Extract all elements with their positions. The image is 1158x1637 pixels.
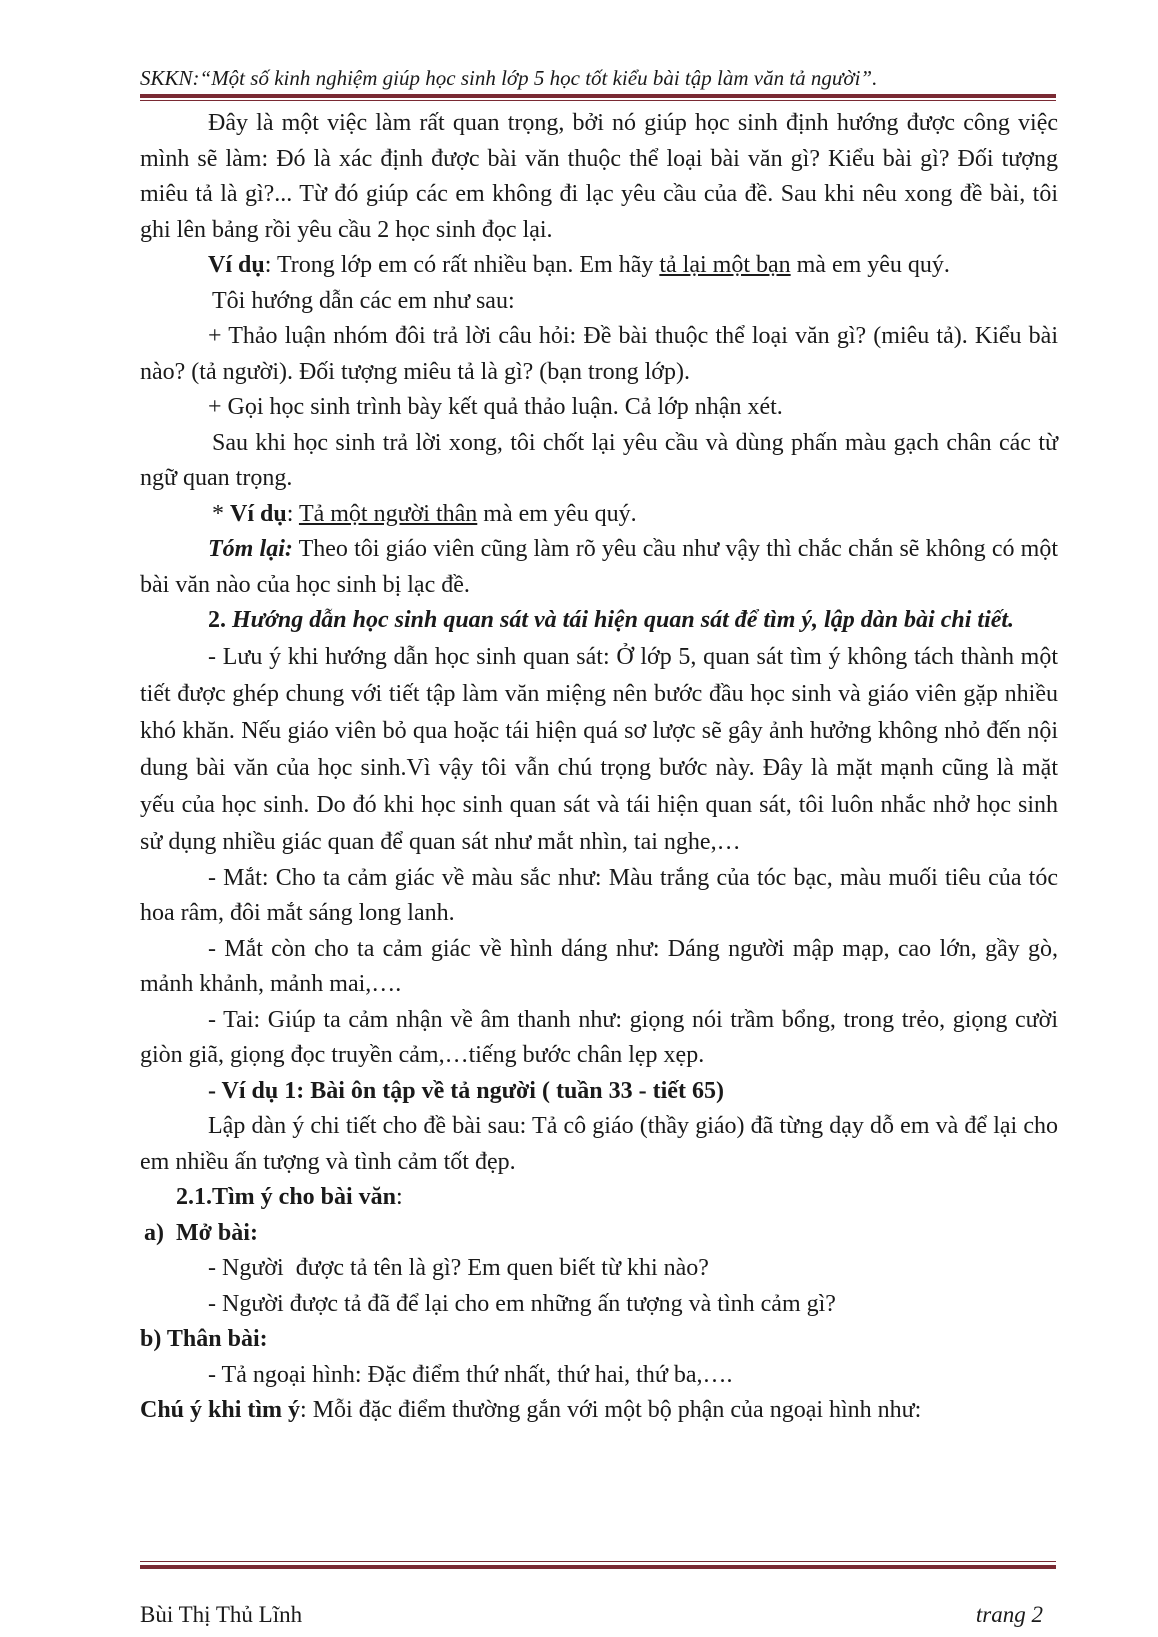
part-b-heading: b) Thân bài:: [140, 1326, 268, 1352]
list-item: - Tả ngoại hình: Đặc điểm thứ nhất, thứ hai, thứ ba,….: [208, 1361, 733, 1388]
section-heading: [140, 603, 1058, 639]
paragraph: - Tai: Giúp ta cảm nhận về âm thanh như: giọng nói trầm bổng, trong trẻo, giọng cười giòn giã, giọng đọc truyền cảm,…tiếng bước chân lẹp xẹp.: [140, 1006, 1058, 1068]
paragraph: Lập dàn ý chi tiết cho đề bài sau: Tả cô giáo (thầy giáo) đã từng dạy dỗ em và để lại cho em nhiều ấn tượng và tình cảm tốt đẹp.: [140, 1113, 1058, 1175]
footer-author: Bùi Thị Thủ Lĩnh: [140, 1602, 303, 1627]
note-text: : Mỗi đặc điểm thường gắn với một bộ phận của ngoại hình như:: [300, 1397, 922, 1423]
paragraph: Tôi hướng dẫn các em như sau:: [212, 287, 515, 314]
section-number: 2.: [208, 607, 226, 633]
footer-rule-thin: [140, 1561, 1056, 1562]
example-1: [140, 248, 1058, 284]
colon: :: [286, 500, 299, 527]
paragraph: - Mắt: Cho ta cảm giác về màu sắc như: Màu trắng của tóc bạc, màu muối tiêu của tóc hoa râm, đôi mắt sáng long lanh.: [140, 864, 1058, 926]
example-text-end: mà em yêu quý.: [477, 500, 637, 527]
list-item: - Người được tả đã để lại cho em những ấn tượng và tình cảm gì?: [208, 1290, 836, 1317]
footer-rule-thick: [140, 1565, 1056, 1569]
page-header: SKKN:“Một số kinh nghiệm giúp học sinh lớp 5 học tốt kiểu bài tập làm văn tả người”.: [140, 66, 878, 90]
page-body: [140, 106, 1058, 1429]
footer-page-number: trang 2: [975, 1602, 1043, 1627]
paragraph: + Thảo luận nhóm đôi trả lời câu hỏi: Đề bài thuộc thể loại văn gì? (miêu tả). Kiểu bài nào? (tả người). Đối tượng miêu tả là gì? (bạn trong lớp).: [140, 323, 1058, 385]
example-text: : Trong lớp em có rất nhiều bạn. Em hãy: [264, 252, 660, 278]
summary-label: Tóm lại:: [208, 536, 293, 562]
note: [140, 1393, 1058, 1429]
example-2: [140, 497, 1058, 533]
example-heading: - Ví dụ 1: Bài ôn tập về tả người ( tuần 33 - tiết 65): [208, 1077, 724, 1104]
subsection-heading: [140, 1180, 1058, 1216]
header-rule-thin: [140, 100, 1056, 101]
list-item: - Người được tả tên là gì? Em quen biết từ khi nào?: [208, 1255, 709, 1281]
paragraph: + Gọi học sinh trình bày kết quả thảo luận. Cả lớp nhận xét.: [208, 394, 783, 420]
summary-text: Theo tôi giáo viên cũng làm rõ yêu cầu như vậy thì chắc chắn sẽ không có một bài văn nào của học sinh bị lạc đề.: [140, 536, 1059, 598]
note-label: Chú ý khi tìm ý: [140, 1397, 301, 1423]
example-text-end: mà em yêu quý.: [790, 252, 950, 278]
summary: [140, 532, 1058, 603]
paragraph: Sau khi học sinh trả lời xong, tôi chốt lại yêu cầu và dùng phấn màu gạch chân các từ ngữ quan trọng.: [140, 429, 1058, 491]
paragraph: - Mắt còn cho ta cảm giác về hình dáng như: Dáng người mập mạp, cao lớn, gầy gò, mảnh khảnh, mảnh mai,….: [140, 935, 1058, 997]
section-title: Hướng dẫn học sinh quan sát và tái hiện quan sát để tìm ý, lập dàn bài chi tiết.: [226, 607, 1015, 633]
paragraph: - Lưu ý khi hướng dẫn học sinh quan sát: Ở lớp 5, quan sát tìm ý không tách thành một tiết được ghép chung với tiết tập làm văn miệng nên bước đầu học sinh và giáo viên gặp nhiều khó khăn. Nếu giáo viên bỏ qua hoặc tái hiện quá sơ lược sẽ gây ảnh hưởng không nhỏ đến nội dung bài văn của học sinh.Vì vậy tôi vẫn chú trọng bước này. Đây là mặt mạnh cũng là mặt yếu của học sinh. Do đó khi học sinh quan sát và tái hiện quan sát, tôi luôn nhắc nhở học sinh sử dụng nhiều giác quan để quan sát như mắt nhìn, tai nghe,…: [140, 643, 1058, 855]
example-label: Ví dụ: [208, 252, 265, 278]
example-label: Ví dụ: [230, 500, 287, 527]
colon: :: [396, 1184, 403, 1210]
part-a-heading: a) Mở bài:: [144, 1219, 258, 1246]
underlined-phrase: tả lại một bạn: [659, 252, 791, 278]
paragraph: Đây là một việc làm rất quan trọng, bởi nó giúp học sinh định hướng được công việc mình sẽ làm: Đó là xác định được bài văn thuộc thể loại bài văn gì? Kiểu bài gì? Đối tượng miêu tả là gì?... Từ đó giúp các em không đi lạc yêu cầu của đề. Sau khi nêu xong đề bài, tôi ghi lên bảng rồi yêu cầu 2 học sinh đọc lại.: [140, 110, 1058, 243]
subsection-label: 2.1.Tìm ý cho bài văn: [176, 1184, 397, 1210]
star-marker: *: [212, 500, 230, 527]
header-rule-thick: [140, 94, 1056, 98]
underlined-phrase: Tả một người thân: [298, 500, 478, 527]
